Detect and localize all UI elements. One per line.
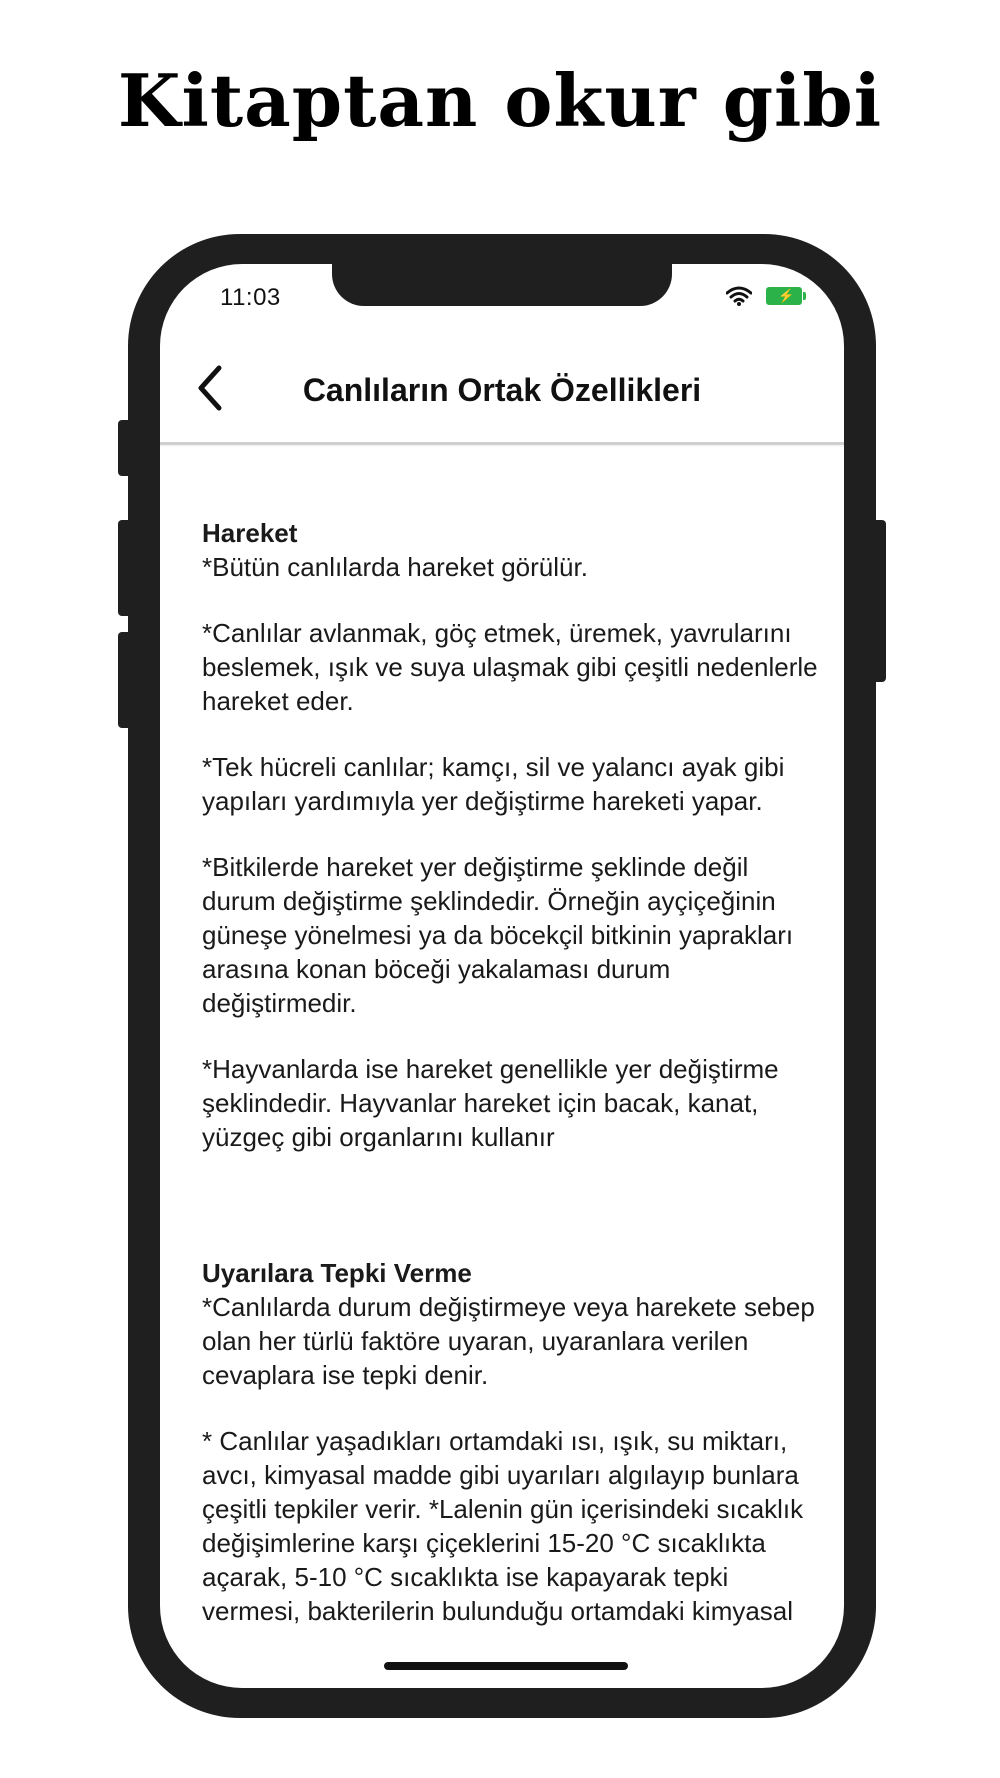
article-content bbox=[202, 516, 818, 1660]
promo-headline: Kitaptan okur gibi bbox=[117, 58, 883, 143]
paragraph: *Tek hücreli canlılar; kamçı, sil ve yalancı ayak gibi yapıları yardımıyla yer değiştirme hareketi yapar. bbox=[202, 752, 785, 816]
paragraph: * Canlılar yaşadıkları ortamdaki ısı, ışık, su miktarı, avcı, kimyasal madde gibi uyarıları algılayıp bunlara çeşitli tepkiler verir. *Lalenin gün içerisindeki sıcaklık değişimlerine karşı çiçeklerini 15-20 °C sıcaklıkta açarak, 5-10 °C sıcaklıkta ise kapayarak tepki vermesi, bakterilerin bulunduğu ortamdaki kimyasal bbox=[202, 1426, 804, 1626]
phone-screen bbox=[160, 264, 844, 1688]
paragraph: *Canlılar avlanmak, göç etmek, üremek, yavrularını beslemek, ışık ve suya ulaşmak gibi çeşitli nedenlerle hareket eder. bbox=[202, 618, 818, 716]
section-response-to-stimuli bbox=[202, 1256, 818, 1628]
section-movement bbox=[202, 516, 818, 1154]
wifi-icon bbox=[726, 286, 752, 306]
battery-charging-icon bbox=[766, 287, 802, 305]
charging-bolt-icon: ⚡ bbox=[778, 288, 795, 303]
status-time: 11:03 bbox=[220, 284, 281, 311]
paragraph: *Canlılarda durum değiştirmeye veya harekete sebep olan her türlü faktöre uyaran, uyaranlara verilen cevaplara ise tepki denir. bbox=[202, 1292, 815, 1390]
paragraph: *Hayvanlarda ise hareket genellikle yer değiştirme şeklindedir. Hayvanlar hareket için bacak, kanat, yüzgeç gibi organlarını kullanır bbox=[202, 1054, 779, 1152]
navigation-bar bbox=[160, 344, 844, 445]
home-indicator[interactable] bbox=[384, 1662, 628, 1670]
status-icons bbox=[726, 286, 802, 306]
page-title: Canlıların Ortak Özellikleri bbox=[302, 372, 702, 408]
phone-notch bbox=[332, 264, 672, 306]
section-spacer bbox=[202, 1186, 818, 1256]
section-title: Hareket bbox=[202, 518, 298, 548]
paragraph: *Bitkilerde hareket yer değiştirme şeklinde değil durum değiştirme şeklindedir. Örneğin ayçiçeğinin güneşe yönelmesi ya da böcekçil bitkinin yaprakları arasına konan böceği yakalaması durum değiştirmedir. bbox=[202, 852, 794, 1018]
paragraph: *Bütün canlılarda hareket görülür. bbox=[202, 552, 588, 582]
section-title: Uyarılara Tepki Verme bbox=[202, 1258, 472, 1288]
